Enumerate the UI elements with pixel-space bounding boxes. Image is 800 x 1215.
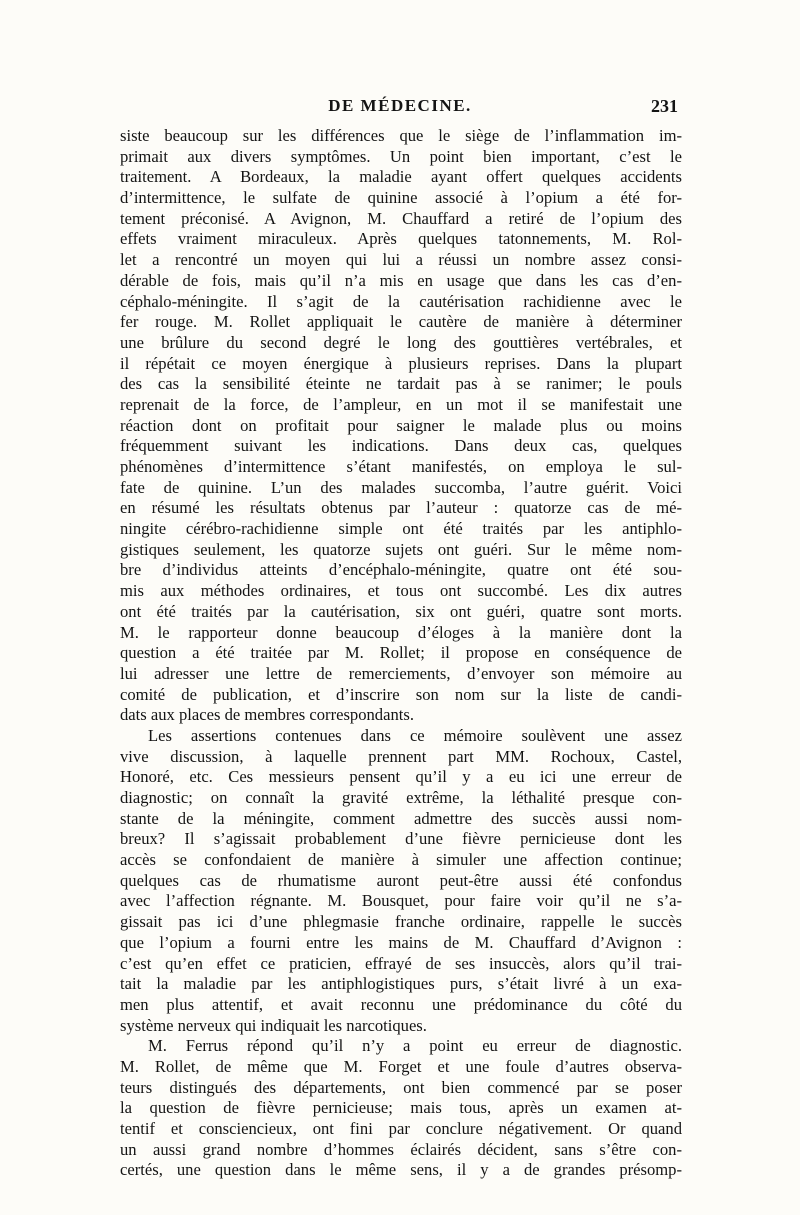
text-line: bre d’individus atteints d’encéphalo-méningite, quatre ont été sou- [120, 560, 682, 580]
text-line: fer rouge. M. Rollet appliquait le cautère de manière à déterminer [120, 312, 682, 332]
text-line: fréquemment suivant les indications. Dans deux cas, quelques [120, 436, 682, 456]
text-line: vive discussion, à laquelle prennent part MM. Rochoux, Castel, [120, 746, 682, 766]
text-line: tentif et consciencieux, ont fini par conclure négativement. Or quand [120, 1119, 682, 1138]
text-line: comité de publication, et d’inscrire son nom sur la liste de candi- [120, 684, 682, 704]
text-line: teurs distingués des départements, ont bien commencé par se poser [120, 1077, 682, 1097]
text-line: la question de fièvre pernicieuse; mais tous, après un examen at- [120, 1098, 682, 1118]
body-text [120, 126, 682, 1181]
text-line: ont été traités par la cautérisation, six ont guéri, quatre sont morts. [120, 601, 682, 621]
text-line: Honoré, etc. Ces messieurs pensent qu’il y a eu ici une erreur de [120, 767, 682, 787]
text-line: stante de la méningite, comment admettre des succès aussi nom- [120, 808, 682, 828]
text-line: que l’opium a fourni entre les mains de M. Chauffard d’Avignon : [120, 932, 682, 952]
text-line: des cas la sensibilité éteinte ne tardait pas à se ranimer; le pouls [120, 374, 682, 394]
text-line: diagnostic; on connaît la gravité extrême, la léthalité presque con- [120, 788, 682, 807]
text-line: dérable de fois, mais qu’il n’a mis en usage que dans les cas d’en- [120, 270, 682, 290]
text-line: traitement. A Bordeaux, la maladie ayant offert quelques accidents [120, 167, 682, 187]
text-line: phénomènes d’intermittence s’étant manifestés, on employa le sul- [120, 457, 682, 476]
text-line: M. le rapporteur donne beaucoup d’éloges à la manière dont la [120, 622, 682, 642]
paragraph-start-line: M. Ferrus répond qu’il n’y a point eu erreur de diagnostic. [148, 1036, 682, 1056]
text-line: avec l’affection régnante. M. Bousquet, pour faire voir qu’il ne s’a- [120, 891, 682, 911]
text-line: quelques cas de rhumatisme auront peut-être aussi été confondus [120, 870, 682, 890]
text-line: céphalo-méningite. Il s’agit de la cautérisation rachidienne avec le [120, 291, 682, 311]
text-line: men plus attentif, et avait reconnu une prédominance du côté du [120, 994, 682, 1014]
text-line: fate de quinine. L’un des malades succomba, l’autre guérit. Voici [120, 477, 682, 497]
page-number: 231 [651, 96, 678, 116]
text-line: d’intermittence, le sulfate de quinine associé à l’opium a été for- [120, 188, 682, 208]
running-title: DE MÉDECINE. [328, 96, 472, 115]
text-line: reprenait de la force, de l’ampleur, en un mot il se manifestait une [120, 394, 682, 414]
text-line: certés, une question dans le même sens, il y a de grandes présomp- [120, 1160, 682, 1180]
text-line: siste beaucoup sur les différences que le siège de l’inflammation im- [120, 126, 682, 145]
text-line: question a été traitée par M. Rollet; il propose en conséquence de [120, 643, 682, 663]
paragraph-start-line: Les assertions contenues dans ce mémoire soulèvent une assez [148, 725, 682, 745]
text-line: il répétait ce moyen énergique à plusieurs reprises. Dans la plupart [120, 353, 682, 373]
text-line: primait aux divers symptômes. Un point bien important, c’est le [120, 146, 682, 166]
text-line: gistiques seulement, les quatorze sujets ont guéri. Sur le même nom- [120, 539, 682, 559]
text-line: tait la maladie par les antiphlogistiques purs, s’était livré à un exa- [120, 974, 682, 994]
text-line: c’est qu’en effet ce praticien, effrayé de ses insuccès, alors qu’il trai- [120, 953, 682, 973]
text-line: gissait pas ici d’une phlegmasie franche ordinaire, rappelle le succès [120, 912, 682, 932]
text-line: réaction dont on profitait pour saigner le malade plus ou moins [120, 415, 682, 435]
text-line: mis aux méthodes ordinaires, et tous ont succombé. Les dix autres [120, 581, 682, 601]
text-line: let a rencontré un moyen qui lui a réussi un nombre assez consi- [120, 250, 682, 270]
text-line: en résumé les résultats obtenus par l’auteur : quatorze cas de mé- [120, 498, 682, 518]
text-line: accès se confondaient de manière à simuler une affection continue; [120, 850, 682, 870]
text-line: une brûlure du second degré le long des gouttières vertébrales, et [120, 332, 682, 352]
paragraph-end-line: système nerveux qui indiquait les narcotiques. [120, 1015, 427, 1035]
text-line: tement préconisé. A Avignon, M. Chauffard a retiré de l’opium des [120, 208, 682, 228]
paragraph-end-line: dats aux places de membres correspondants. [120, 705, 414, 725]
page-header [120, 96, 680, 126]
text-line: M. Rollet, de même que M. Forget et une foule d’autres observa- [120, 1056, 682, 1076]
text-line: un aussi grand nombre d’hommes éclairés décident, sans s’être con- [120, 1139, 682, 1159]
text-line: lui adresser une lettre de remerciements, d’envoyer son mémoire au [120, 663, 682, 683]
text-line: effets vraiment miraculeux. Après quelques tatonnements, M. Rol- [120, 229, 682, 249]
text-line: breux? Il s’agissait probablement d’une fièvre pernicieuse dont les [120, 829, 682, 849]
text-line: ningite cérébro-rachidienne simple ont été traités par les antiphlo- [120, 519, 682, 539]
